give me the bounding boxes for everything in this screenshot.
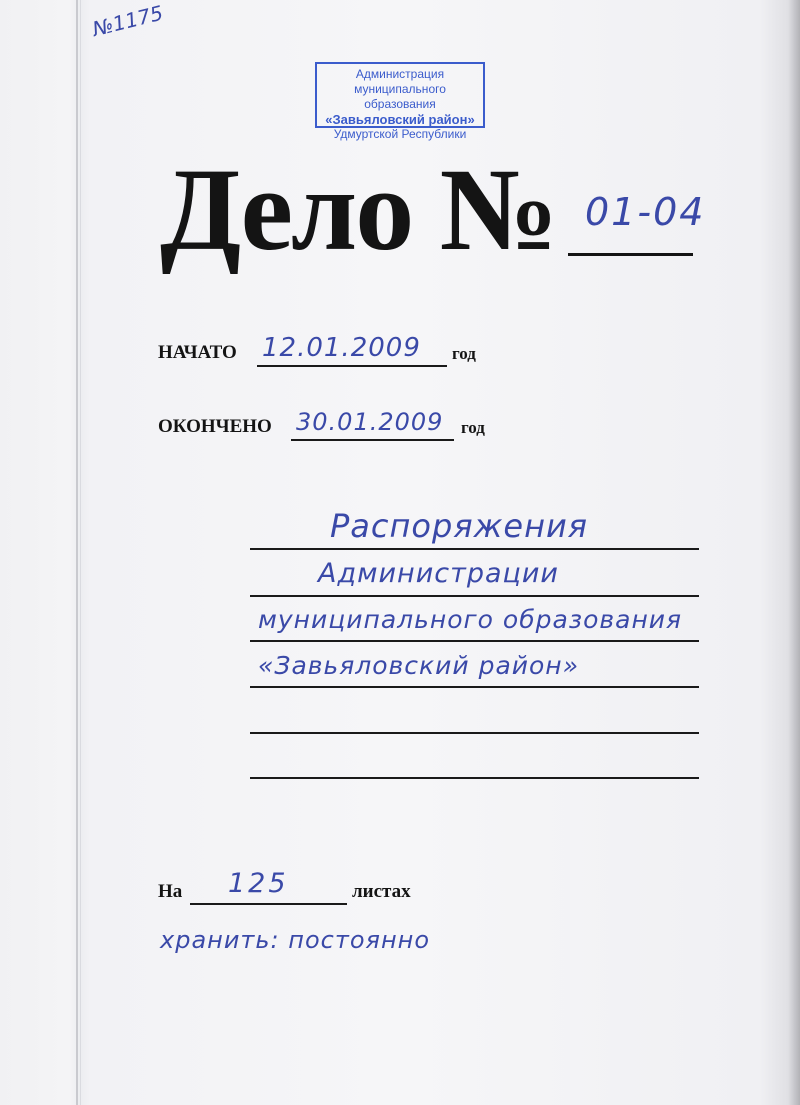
- sheets-underline: [190, 903, 347, 905]
- sheets-suffix: листах: [352, 881, 411, 902]
- description-rule-5: [250, 732, 699, 734]
- description-rule-6: [250, 777, 699, 779]
- description-line-2: Администрации: [318, 558, 559, 589]
- description-line-1: Распоряжения: [330, 507, 589, 545]
- description-rule-4: [250, 686, 699, 688]
- ended-year-suffix: год: [461, 418, 485, 437]
- case-title: Дело №: [160, 144, 557, 275]
- description-rule-1: [250, 548, 699, 550]
- stamp-line-3: «Завьяловский район»: [325, 112, 475, 127]
- started-underline: [257, 365, 447, 367]
- ended-underline: [291, 439, 454, 441]
- ended-date: 30.01.2009: [296, 408, 444, 436]
- archive-number: №1175: [90, 0, 166, 42]
- stamp-line-4: Удмуртской Республики: [333, 127, 467, 141]
- description-rule-2: [250, 595, 699, 597]
- sheets-count: 125: [228, 868, 289, 899]
- storage-note: хранить: постоянно: [160, 926, 431, 954]
- stamp-line-1: Администрация: [355, 67, 445, 81]
- administration-stamp: [315, 62, 485, 141]
- cover-fold-line-secondary: [80, 0, 81, 1105]
- ended-label: ОКОНЧЕНО: [158, 416, 272, 437]
- description-line-3: муниципального образования: [258, 605, 683, 634]
- started-year-suffix: год: [452, 344, 476, 363]
- stamp-line-2: муниципального образования: [354, 82, 446, 111]
- description-line-4: «Завьяловский район»: [258, 651, 580, 680]
- cover-fold-line: [76, 0, 78, 1105]
- case-number: 01-04: [585, 190, 706, 234]
- description-rule-3: [250, 640, 699, 642]
- cover-right-edge-shadow: [788, 0, 800, 1105]
- case-number-underline: [568, 253, 693, 256]
- started-label: НАЧАТО: [158, 342, 237, 363]
- started-date: 12.01.2009: [262, 333, 421, 363]
- sheets-label: На: [158, 881, 183, 902]
